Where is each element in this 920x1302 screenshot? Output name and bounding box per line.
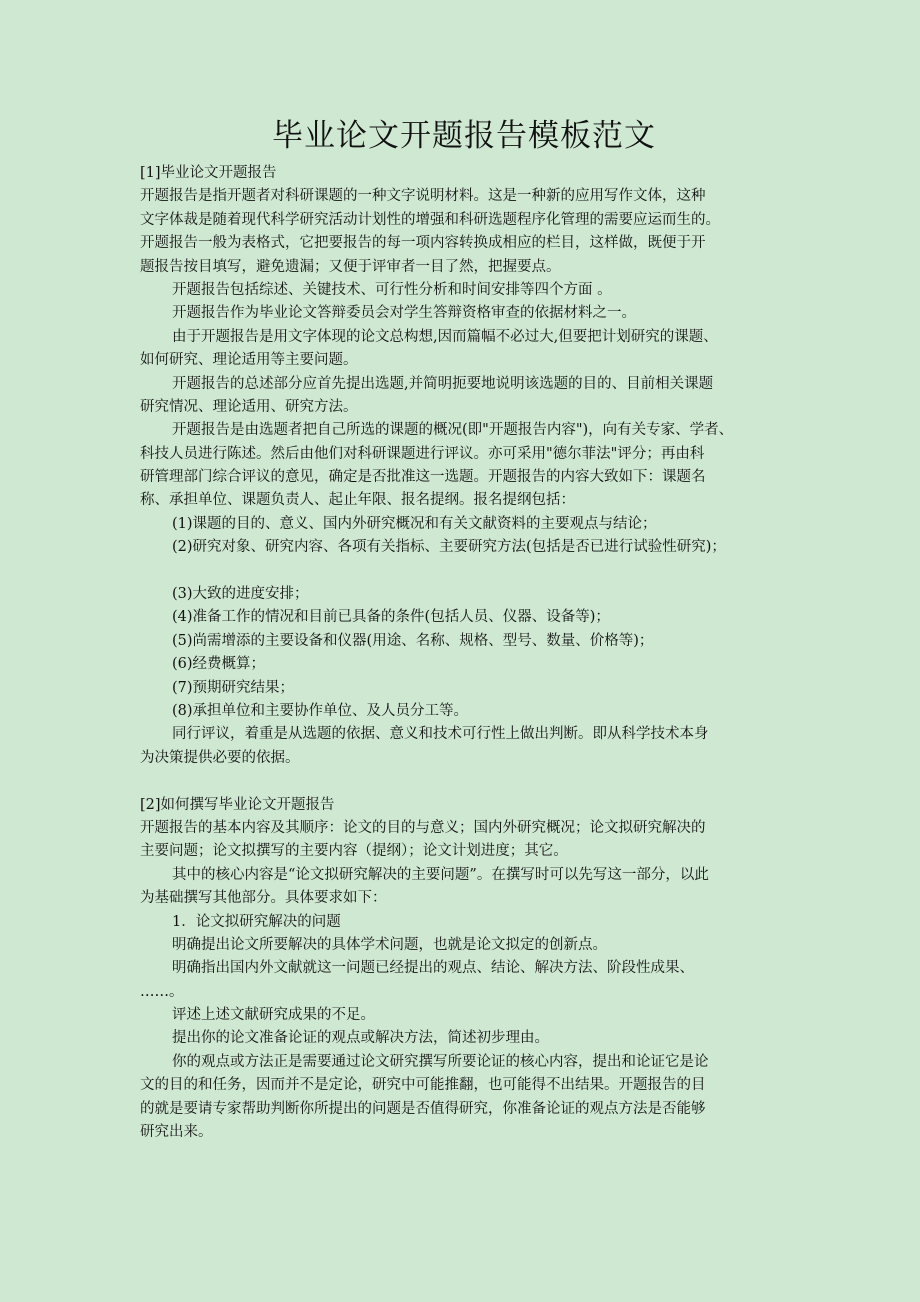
text-line: 如何研究、理论适用等主要问题。 — [140, 352, 358, 369]
text-line: 同行评议，着重是从选题的依据、意义和技术可行性上做出判断。即从科学技术本身 — [172, 726, 709, 743]
text-line: (4)准备工作的情况和目前已具备的条件(包括人员、仪器、设备等)； — [172, 609, 610, 626]
text-line: 评述上述文献研究成果的不足。 — [172, 1007, 375, 1024]
text-line: 由于开题报告是用文字体现的论文总构想,因而篇幅不必过大,但要把计划研究的课题、 — [172, 328, 718, 345]
text-line: 科技人员进行陈述。然后由他们对科研课题进行评议。亦可采用"德尔菲法"评分；再由科 — [140, 445, 705, 462]
text-line: 开题报告的基本内容及其顺序：论文的目的与意义；国内外研究概况；论文拟研究解决的 — [140, 819, 706, 836]
text-line: 开题报告是由选题者把自己所选的课题的概况(即"开题报告内容")，向有关专家、学者、 — [172, 422, 734, 439]
text-line: (3)大致的进度安排； — [172, 586, 309, 603]
text-line: 明确提出论文所要解决的具体学术问题，也就是论文拟定的创新点。 — [172, 936, 607, 953]
document-title: 毕业论文开题报告模板范文 — [272, 118, 656, 154]
text-line: 开题报告一般为表格式，它把要报告的每一项内容转换成相应的栏目，这样做，既便于开 — [140, 235, 706, 252]
text-line: 提出你的论文准备论证的观点或解决方法，简述初步理由。 — [172, 1030, 549, 1047]
text-line: (7)预期研究结果； — [172, 679, 295, 696]
text-line: 文的目的和任务，因而并不是定论，研究中可能推翻，也可能得不出结果。开题报告的目 — [140, 1077, 706, 1094]
blank-line — [140, 560, 788, 583]
text-line: 开题报告作为毕业论文答辩委员会对学生答辩资格审查的依据材料之一。 — [172, 305, 636, 322]
text-line: 你的观点或方法正是需要通过论文研究撰写所要论证的核心内容，提出和论证它是论 — [172, 1053, 709, 1070]
text-line: (6)经费概算； — [172, 656, 266, 673]
text-line: (5)尚需增添的主要设备和仪器(用途、名称、规格、型号、数量、价格等)； — [172, 632, 654, 649]
text-line: 1．论文拟研究解决的问题 — [172, 913, 341, 930]
text-line: 为决策提供必要的依据。 — [140, 749, 300, 766]
document-body — [140, 162, 788, 1144]
text-line: 为基础撰写其他部分。具体要求如下： — [140, 890, 387, 907]
blank-line — [140, 770, 788, 793]
text-line: 的就是要请专家帮助判断你所提出的问题是否值得研究，你准备论证的观点方法是否能够 — [140, 1100, 706, 1117]
text-line: 研究情况、理论适用、研究方法。 — [140, 398, 358, 415]
text-line: ……。 — [140, 983, 184, 1000]
text-line: 文字体裁是随着现代科学研究活动计划性的增强和科研选题程序化管理的需要应运而生的。 — [140, 211, 720, 228]
text-line: 开题报告是指开题者对科研课题的一种文字说明材料。这是一种新的应用写作文体，这种 — [140, 188, 706, 205]
text-line: 明确指出国内外文献就这一问题已经提出的观点、结论、解决方法、阶段性成果、 — [172, 960, 694, 977]
text-line: 开题报告的总述部分应首先提出选题,并简明扼要地说明该选题的目的、目前相关课题 — [172, 375, 714, 392]
text-line: 称、承担单位、课题负责人、起止年限、报名提纲。报名提纲包括： — [140, 492, 575, 509]
text-line: 题报告按目填写，避免遗漏；又便于评审者一目了然，把握要点。 — [140, 258, 561, 275]
text-line: (2)研究对象、研究内容、各项有关指标、主要研究方法(包括是否已进行试验性研究)； — [172, 539, 726, 556]
text-line: 主要问题；论文拟撰写的主要内容（提纲）；论文计划进度；其它。 — [140, 843, 568, 860]
text-line: [1]毕业论文开题报告 — [140, 165, 277, 181]
text-line: (1)课题的目的、意义、国内外研究概况和有关文献资料的主要观点与结论； — [172, 515, 657, 532]
text-line: 研管理部门综合评议的意见，确定是否批准这一选题。开题报告的内容大致如下：课题名 — [140, 469, 706, 486]
text-line: 研究出来。 — [140, 1124, 213, 1141]
text-line: 开题报告包括综述、关键技术、可行性分析和时间安排等四个方面 。 — [172, 281, 612, 298]
text-line: [2]如何撰写毕业论文开题报告 — [140, 796, 335, 813]
text-line: 其中的核心内容是“论文拟研究解决的主要问题”。在撰写时可以先写这一部分，以此 — [172, 866, 709, 883]
text-line: (8)承担单位和主要协作单位、及人员分工等。 — [172, 702, 469, 719]
